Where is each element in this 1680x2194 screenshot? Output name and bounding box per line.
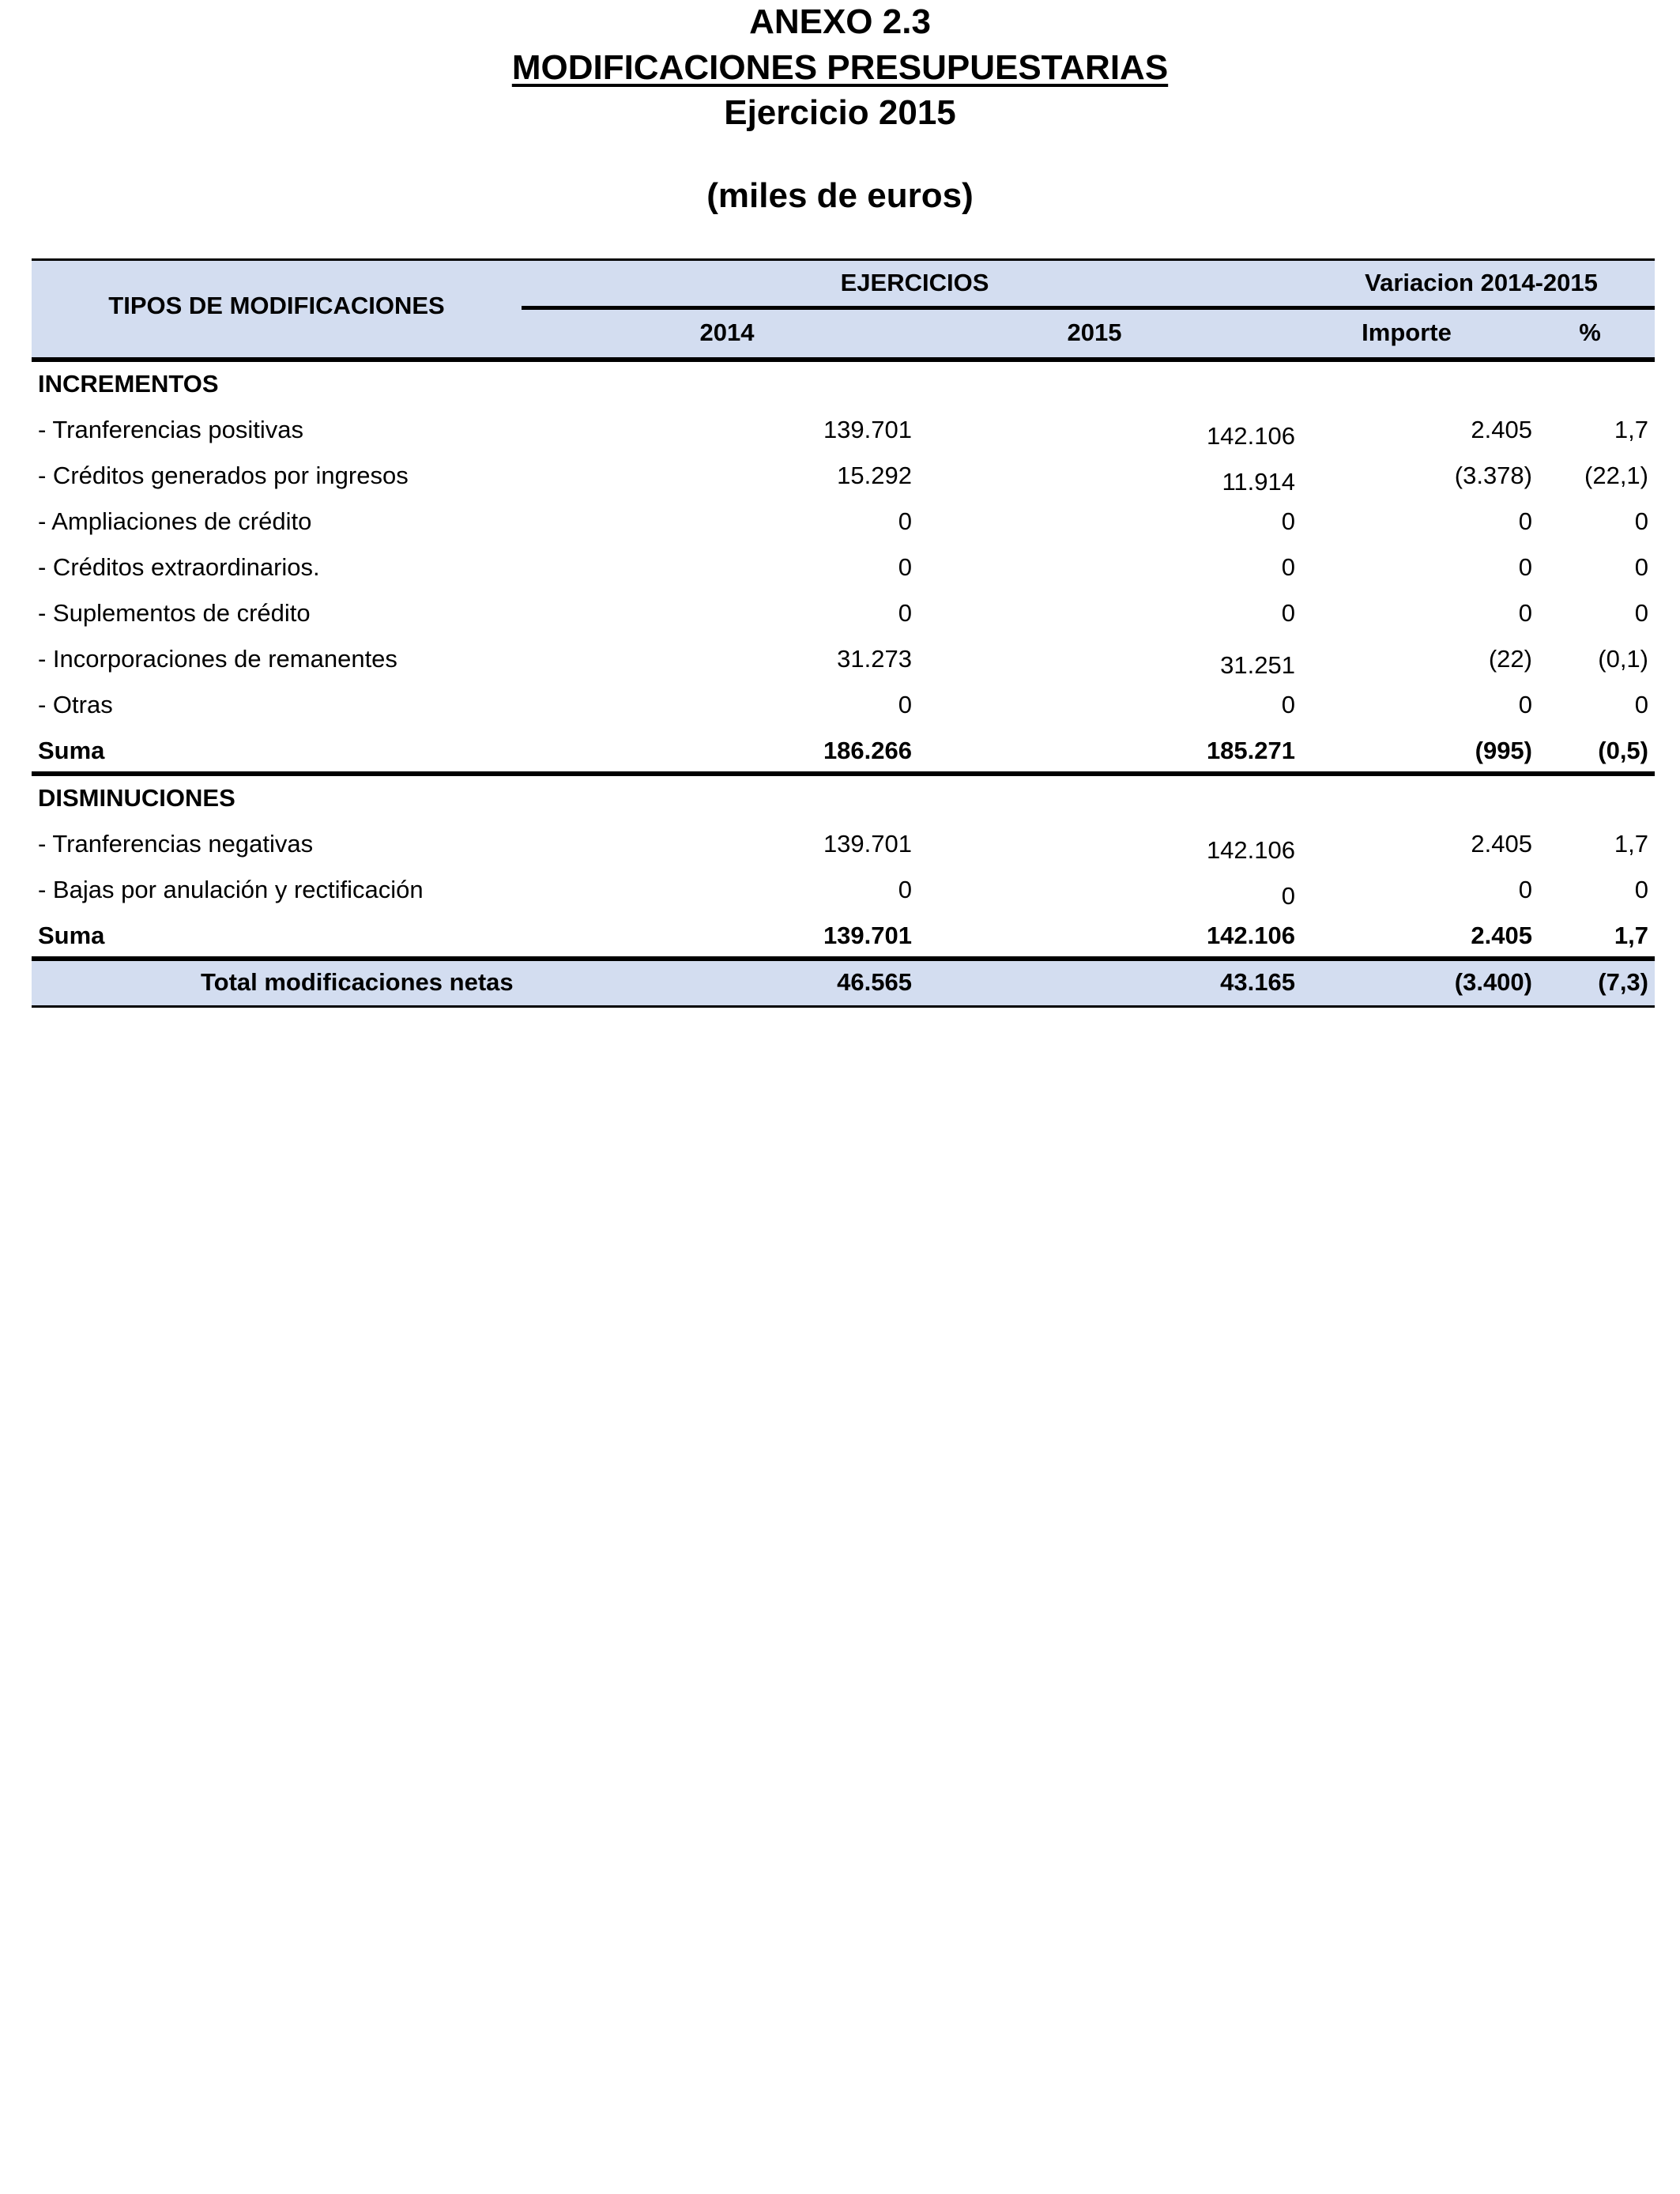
cell-importe: (3.378) [1454, 462, 1532, 489]
row-label: Suma [38, 922, 105, 949]
table-row [32, 681, 1655, 727]
cell-2015: 0 [1281, 553, 1295, 581]
table-row [32, 452, 1655, 498]
cell-2014: 186.266 [823, 737, 912, 764]
table-row [32, 866, 1655, 912]
cell-2015: 0 [1281, 882, 1295, 910]
row-label: - Otras [38, 691, 113, 718]
cell-importe: 2.405 [1471, 922, 1532, 949]
budget-modifications-table [32, 258, 1655, 1008]
row-label: - Ampliaciones de crédito [38, 507, 312, 535]
cell-importe: (995) [1475, 737, 1532, 764]
row-label: Suma [38, 737, 105, 764]
table-row [32, 544, 1655, 590]
cell-2015: 31.251 [1220, 651, 1295, 679]
cell-2014: 0 [898, 553, 912, 581]
cell-2015: 43.165 [1220, 968, 1295, 996]
cell-2014: 139.701 [823, 830, 912, 858]
disminuciones-total-row [32, 912, 1655, 961]
table-row [32, 406, 1655, 452]
section-title: INCREMENTOS [38, 370, 219, 398]
cell-pct: 0 [1634, 553, 1648, 581]
cell-2015: 142.106 [1206, 422, 1295, 450]
cell-importe: 0 [1518, 553, 1532, 581]
row-label: Total modificaciones netas [201, 968, 514, 996]
section-disminuciones [32, 776, 1655, 820]
cell-2014: 139.701 [823, 922, 912, 949]
cell-2014: 139.701 [823, 416, 912, 443]
row-label: - Créditos extraordinarios. [38, 553, 320, 581]
cell-importe: 0 [1518, 507, 1532, 535]
cell-2015: 0 [1281, 599, 1295, 627]
row-label: - Bajas por anulación y rectificación [38, 876, 424, 903]
cell-2014: 15.292 [837, 462, 912, 489]
cell-2015: 142.106 [1206, 836, 1295, 864]
header-2014: 2014 [699, 319, 755, 346]
table-header [32, 258, 1655, 362]
cell-pct: (22,1) [1584, 462, 1648, 489]
cell-2015: 0 [1281, 507, 1295, 535]
cell-importe: (3.400) [1454, 968, 1532, 996]
cell-pct: (7,3) [1598, 968, 1648, 996]
cell-pct: 0 [1634, 691, 1648, 718]
header-2015: 2015 [1067, 319, 1122, 346]
annex-number: ANEXO 2.3 [749, 2, 931, 41]
table-row [32, 498, 1655, 544]
cell-2015: 142.106 [1206, 922, 1295, 949]
cell-pct: (0,5) [1598, 737, 1648, 764]
cell-pct: (0,1) [1598, 645, 1648, 673]
cell-importe: 2.405 [1471, 416, 1532, 443]
row-label: - Créditos generados por ingresos [38, 462, 409, 489]
cell-2014: 0 [898, 507, 912, 535]
cell-2014: 0 [898, 876, 912, 903]
cell-2015: 185.271 [1206, 737, 1295, 764]
table-row [32, 635, 1655, 681]
fiscal-year: Ejercicio 2015 [724, 93, 956, 132]
cell-pct: 1,7 [1614, 416, 1648, 443]
net-total-row [32, 961, 1655, 1008]
cell-importe: 0 [1518, 691, 1532, 718]
cell-2014: 0 [898, 691, 912, 718]
row-label: - Tranferencias positivas [38, 416, 303, 443]
cell-2014: 31.273 [837, 645, 912, 673]
section-title: DISMINUCIONES [38, 784, 235, 812]
cell-pct: 1,7 [1614, 830, 1648, 858]
cell-pct: 0 [1634, 599, 1648, 627]
cell-2014: 0 [898, 599, 912, 627]
document-title: MODIFICACIONES PRESUPUESTARIAS [511, 48, 1169, 87]
table-row [32, 820, 1655, 866]
units-label: (miles de euros) [706, 176, 974, 215]
cell-2015: 0 [1281, 691, 1295, 718]
section-incrementos [32, 362, 1655, 406]
cell-2014: 46.565 [837, 968, 912, 996]
cell-importe: 2.405 [1471, 830, 1532, 858]
cell-importe: 0 [1518, 599, 1532, 627]
header-tipos: TIPOS DE MODIFICACIONES [108, 292, 445, 319]
row-label: - Suplementos de crédito [38, 599, 311, 627]
header-ejercicios: EJERCICIOS [840, 269, 989, 296]
cell-pct: 1,7 [1614, 922, 1648, 949]
row-label: - Tranferencias negativas [38, 830, 314, 858]
cell-pct: 0 [1634, 876, 1648, 903]
row-label: - Incorporaciones de remanentes [38, 645, 397, 673]
header-divider [522, 306, 1655, 310]
incrementos-total-row [32, 727, 1655, 776]
header-variacion: Variacion 2014-2015 [1365, 269, 1598, 296]
header-pct: % [1579, 319, 1601, 346]
cell-importe: 0 [1518, 876, 1532, 903]
cell-pct: 0 [1634, 507, 1648, 535]
table-row [32, 590, 1655, 635]
cell-importe: (22) [1488, 645, 1532, 673]
cell-2015: 11.914 [1222, 468, 1295, 496]
header-importe: Importe [1362, 319, 1452, 346]
